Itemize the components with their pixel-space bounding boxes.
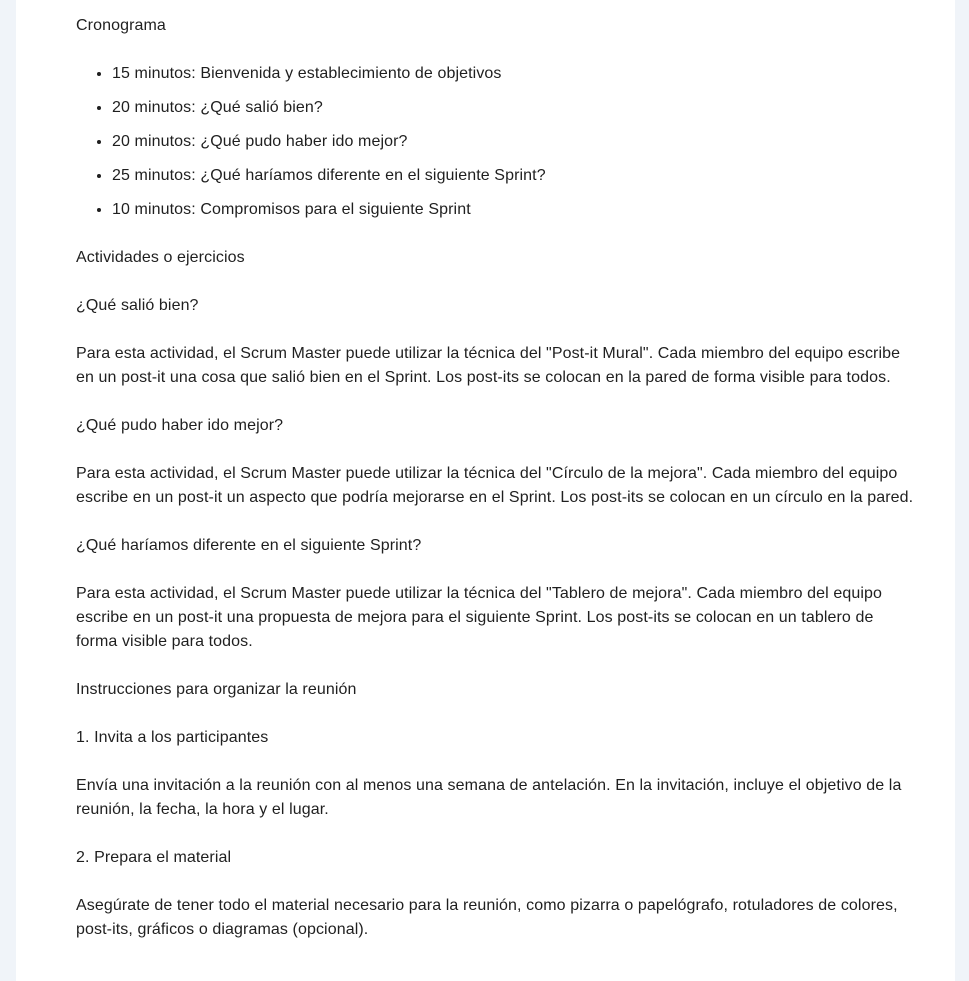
step-paragraph: Envía una invitación a la reunión con al menos una semana de antelación. En la invitación, incluye el objetivo de la reunión, la fecha, la hora y el lugar. xyxy=(76,777,902,818)
section-paragraph: Para esta actividad, el Scrum Master puede utilizar la técnica del "Tablero de mejora". Cada miembro del equipo escribe en un post-it una propuesta de mejora para el siguiente Sprint. Los post-its se colocan en un tablero de forma visible para todos. xyxy=(76,585,882,650)
step-paragraph: Asegúrate de tener todo el material necesario para la reunión, como pizarra o papelógrafo, rotuladores de colores, post-its, gráficos o diagramas (opcional). xyxy=(76,897,898,938)
instrucciones-heading: Instrucciones para organizar la reunión xyxy=(76,681,357,698)
response-content xyxy=(76,14,916,966)
actividades-heading: Actividades o ejercicios xyxy=(76,249,245,266)
cronograma-heading: Cronograma xyxy=(76,17,166,34)
response-panel xyxy=(16,0,955,981)
section-heading: ¿Qué haríamos diferente en el siguiente Sprint? xyxy=(76,537,422,554)
section-paragraph: Para esta actividad, el Scrum Master puede utilizar la técnica del "Post-it Mural". Cada miembro del equipo escribe en un post-it una cosa que salió bien en el Sprint. Los post-its se colocan en la pared de forma visible para todos. xyxy=(76,345,901,386)
list-item: • 20 minutos: ¿Qué salió bien? xyxy=(112,96,916,120)
step-heading: 2. Prepara el material xyxy=(76,849,232,866)
list-item: • 15 minutos: Bienvenida y establecimiento de objetivos xyxy=(112,62,916,86)
section-paragraph: Para esta actividad, el Scrum Master puede utilizar la técnica del "Círculo de la mejora". Cada miembro del equipo escribe en un post-it un aspecto que podría mejorarse en el Sprint. Los post-its se colocan en un círculo en la pared. xyxy=(76,465,914,506)
step-heading: 1. Invita a los participantes xyxy=(76,729,269,746)
section-heading: ¿Qué salió bien? xyxy=(76,297,199,314)
section-heading: ¿Qué pudo haber ido mejor? xyxy=(76,417,284,434)
list-item: • 10 minutos: Compromisos para el siguiente Sprint xyxy=(112,198,916,222)
list-item: • 20 minutos: ¿Qué pudo haber ido mejor? xyxy=(112,130,916,154)
cronograma-list xyxy=(76,62,916,222)
list-item: • 25 minutos: ¿Qué haríamos diferente en el siguiente Sprint? xyxy=(112,164,916,188)
